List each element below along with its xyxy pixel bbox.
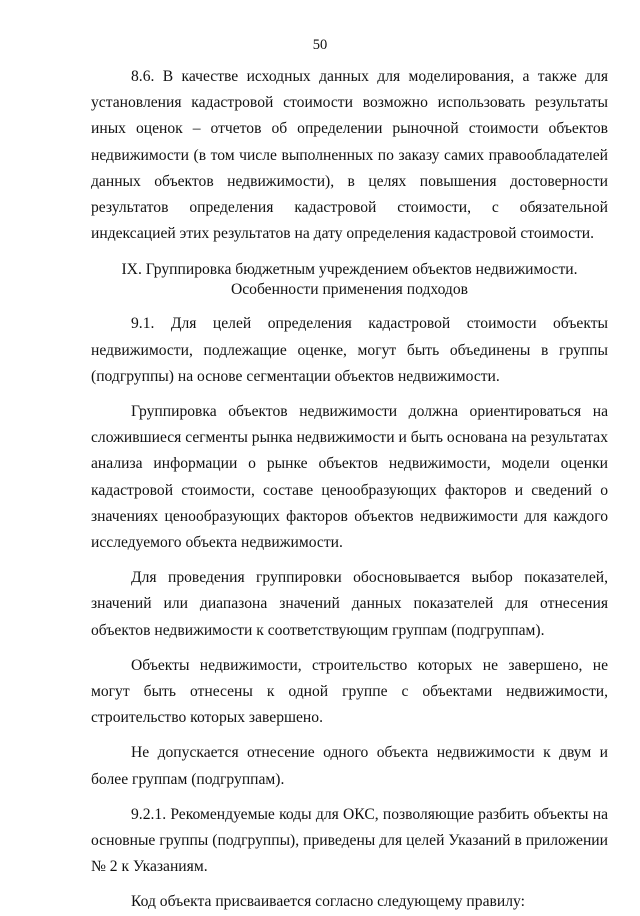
paragraph-not-allowed: Не допускается отнесение одного объекта недвижимости к двум и более группам (подгруппам). xyxy=(91,744,608,788)
paragraph-unfinished-objects: Объекты недвижимости, строительство которых не завершено, не могут быть отнесены к одной группе с объектами недвижимости, строительство которых завершено. xyxy=(91,656,608,727)
document-body xyxy=(91,64,608,916)
paragraph-9-1: 9.1. Для целей определения кадастровой стоимости объекты недвижимости, подлежащие оценке, могут быть объединены в группы (подгруппы) на основе сегментации объектов недвижимости. xyxy=(91,315,608,385)
paragraph-grouping: Группировка объектов недвижимости должна ориентироваться на сложившиеся сегменты рынка недвижимости и быть основана на результатах анализа информации о рынке объектов недвижимости, модели оценки кадастровой стоимости, составе ценообразующих факторов и сведений о значениях ценообразующих факторов объектов недвижимости для каждого исследуемого объекта недвижимости. xyxy=(91,403,608,552)
paragraph-indicators: Для проведения группировки обосновывается выбор показателей, значений или диапазона значений данных показателей для отнесения объектов недвижимости к соответствующим группам (подгруппам). xyxy=(91,569,608,639)
paragraph-code-rule: Код объекта присваивается согласно следующему правилу: xyxy=(131,893,525,911)
section-heading-line-2: Особенности применения подходов xyxy=(230,281,469,299)
paragraph-8-6: 8.6. В качестве исходных данных для моделирования, а также для установления кадастровой стоимости возможно использовать результаты иных оценок – отчетов об определении рыночной стоимости объектов недвижимости (в том числе выполненных по заказу самих правообладателей данных объектов недвижимости), в целях повышения достоверности результатов определения кадастровой стоимости, с обязательной индексацией этих результатов на дату определения кадастровой стоимости. xyxy=(91,68,608,243)
section-heading-line-1: IX. Группировка бюджетным учреждением объектов недвижимости. xyxy=(121,261,578,279)
page-number: 50 xyxy=(312,37,328,53)
paragraph-9-2-1: 9.2.1. Рекомендуемые коды для ОКС, позволяющие разбить объекты на основные группы (подгруппы), приведены для целей Указаний в приложении № 2 к Указаниям. xyxy=(91,805,608,876)
section-heading xyxy=(91,260,608,300)
